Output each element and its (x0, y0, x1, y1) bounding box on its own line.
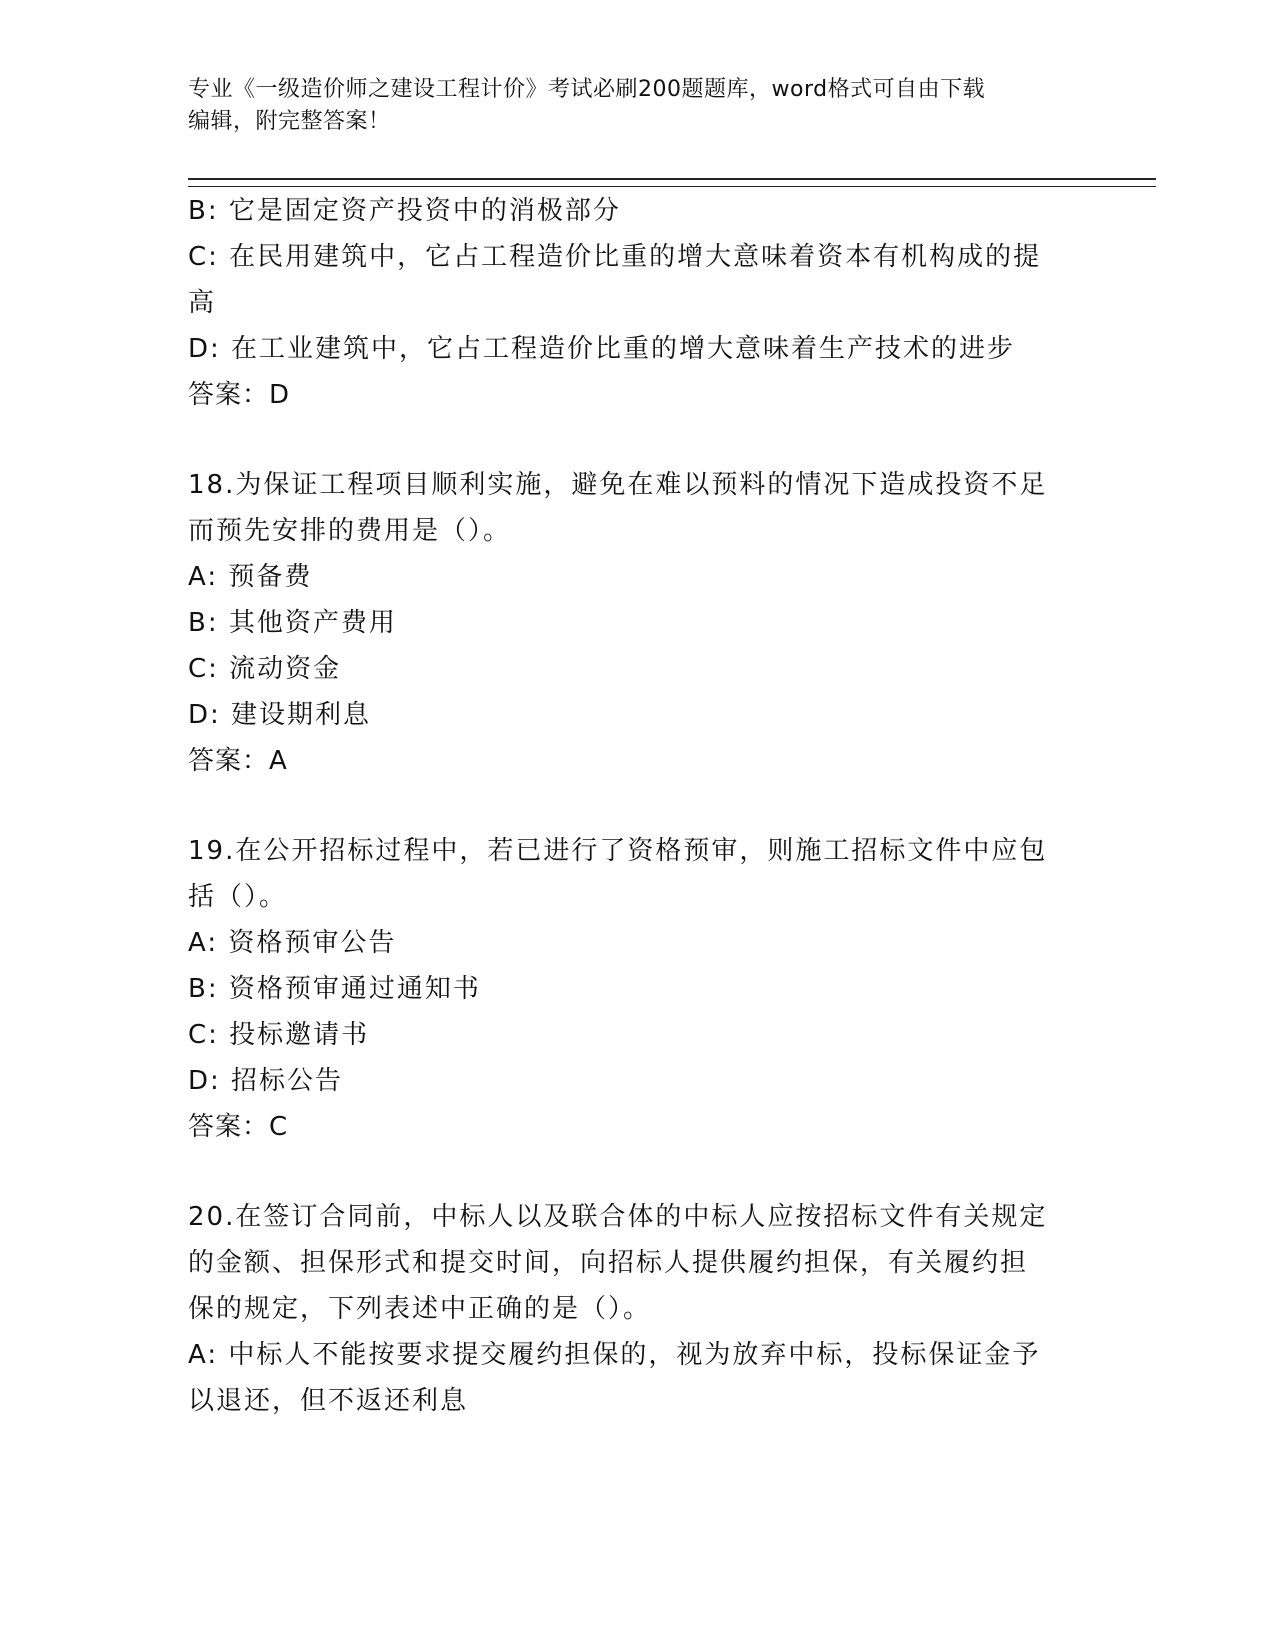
option-b: B: 它是固定资产投资中的消极部分 (188, 196, 621, 226)
option-c-continued: 高 (188, 288, 217, 318)
option-a: A: 资格预审公告 (188, 928, 397, 958)
answer: 答案：D (188, 380, 291, 410)
question-stem-line: 而预先安排的费用是（）。 (188, 516, 512, 546)
question-19 (188, 828, 1088, 1150)
question-stem-line: 括（）。 (188, 882, 288, 912)
question-17-continued (188, 188, 1088, 418)
question-stem-line: 保的规定，下列表述中正确的是（）。 (188, 1294, 652, 1324)
document-body (188, 188, 1088, 1424)
option-d: D: 招标公告 (188, 1066, 344, 1096)
option-c: C: 投标邀请书 (188, 1020, 370, 1050)
option-b: B: 其他资产费用 (188, 608, 397, 638)
answer: 答案：A (188, 746, 288, 776)
question-stem-line: 19.在公开招标过程中，若已进行了资格预审，则施工招标文件中应包 (188, 836, 1048, 866)
option-a: A: 预备费 (188, 562, 313, 592)
header-line-2: 编辑，附完整答案！ (188, 109, 391, 134)
option-d: D: 建设期利息 (188, 700, 372, 730)
question-stem-line: 的金额、担保形式和提交时间，向招标人提供履约担保，有关履约担 (188, 1248, 1029, 1278)
header-divider (188, 178, 1156, 187)
question-20 (188, 1194, 1088, 1424)
question-stem-line: 20.在签订合同前，中标人以及联合体的中标人应按招标文件有关规定 (188, 1202, 1048, 1232)
option-c: C: 在民用建筑中，它占工程造价比重的增大意味着资本有机构成的提 (188, 242, 1042, 272)
option-d: D: 在工业建筑中，它占工程造价比重的增大意味着生产技术的进步 (188, 334, 1016, 364)
header-line-1: 专业《一级造价师之建设工程计价》考试必刷200题题库，word格式可自由下载 (188, 77, 986, 102)
option-c: C: 流动资金 (188, 654, 342, 684)
option-b: B: 资格预审通过通知书 (188, 974, 481, 1004)
option-a: A: 中标人不能按要求提交履约担保的，视为放弃中标，投标保证金予 (188, 1340, 1041, 1370)
question-stem-line: 18.为保证工程项目顺利实施，避免在难以预料的情况下造成投资不足 (188, 470, 1048, 500)
answer: 答案：C (188, 1112, 289, 1142)
question-18 (188, 462, 1088, 784)
page-header (188, 74, 1068, 138)
option-a-continued: 以退还，但不返还利息 (188, 1386, 469, 1416)
